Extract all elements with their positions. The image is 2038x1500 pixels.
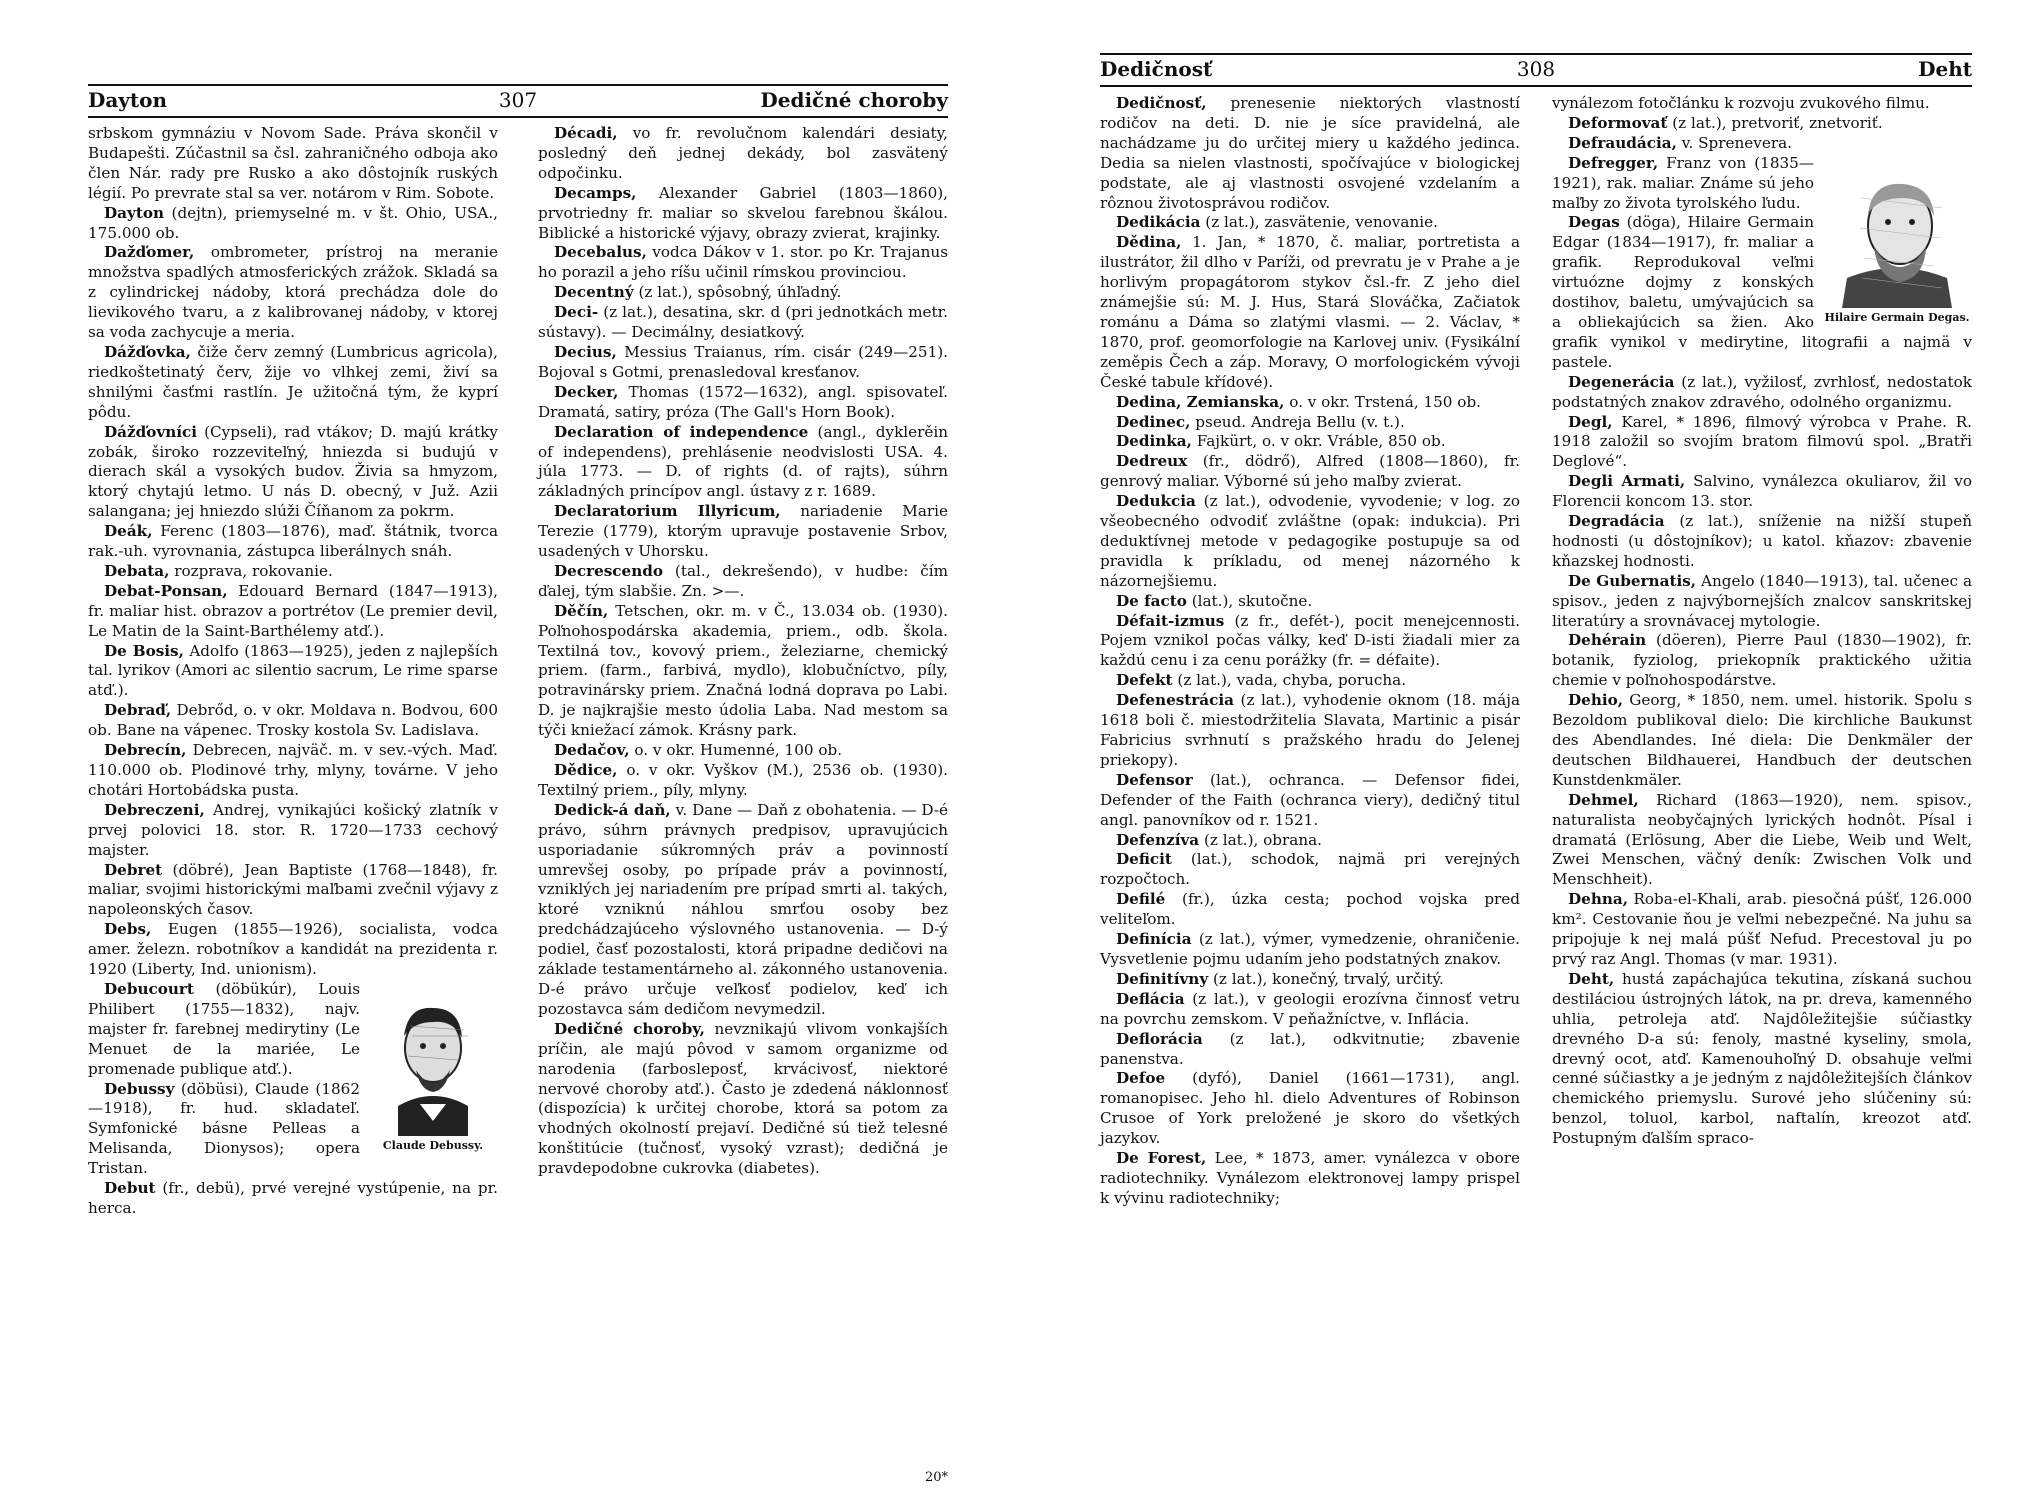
entry-text: Edouard Bernard (1847—1913), fr. maliar hist. obrazov a portrétov (Le premier devil, Le Matin de la Saint-Barthélemy atď.). [88,581,498,640]
dictionary-entry [88,343,498,423]
dictionary-entry [538,602,948,741]
portrait-engraving-icon [368,986,498,1136]
entry-text: (angl., dyklerěin of independens), prehlásenie neodvislosti USA. 4. júla 1773. — D. of rights (d. of rajts), súhrn základných princípov angl. ústavy z r. 1689. [538,422,949,501]
header-left-term: Dayton [88,88,168,112]
entry-text: o. v okr. Humenné, 100 ob. [634,741,843,760]
entry-text: (z lat.), zasvätenie, venovanie. [1205,213,1438,232]
entry-headword: Deformovať [1568,113,1668,132]
columns-left-page [88,124,948,1219]
entry-text: (z lat.), obrana. [1203,830,1322,849]
entry-text: vynálezom fotočlánku k rozvoju zvukového filmu. [1552,94,1930,112]
dictionary-entry [88,741,498,801]
entry-headword: Dehio, [1568,691,1624,710]
entry-text: (lat.), ochranca. — Defensor fidei, Defender of the Faith (ochranca viery), dedičný titul angl. panovníkov od r. 1521. [1100,770,1520,829]
entry-headword: Décadi, [554,124,618,142]
entry-text: (döbükúr), Louis Philibert (1755—1832), najv. majster fr. farebnej medirytiny (Le Menuet de la mariée, Le promenade publique atď.). [88,979,361,1078]
dictionary-entry [88,522,498,562]
dictionary-entry [538,741,948,761]
dictionary-entry [1552,134,1972,154]
dictionary-entry [1100,1030,1520,1070]
column-2 [538,124,948,1219]
dictionary-entry [88,243,498,343]
entry-text: Karel, * 1896, filmový výrobca v Prahe. R. 1918 založil so svojím bratom filmovú spol. „Bratři Deglové“. [1552,412,1973,471]
entry-headword: Debut [104,1179,156,1198]
dictionary-entry [1100,990,1520,1030]
entry-text: (z lat.), odkvitnutie; zbavenie panenstva. [1100,1029,1521,1068]
entry-headword: Deák, [104,522,153,541]
column-1 [88,124,498,1219]
dictionary-entry [538,383,948,423]
entry-text: vodca Dákov v 1. stor. po Kr. Trajanus ho porazil a jeho ríšu učinil rímskou provinciou. [538,243,948,282]
dictionary-entry [1552,114,1972,134]
entry-text: prenesenie niektorých vlastností rodičov na deti. D. nie je síce pravidelná, ale nachádzame ju do určitej miery u každého jedinca. Dedia sa nielen vlastnosti, spočívajúce v biologickej podstate, ale aj vlastnosti osvojené vzdelaním a rôznou životosprávou rodičov. [1100,94,1521,212]
entry-headword: Debat-Ponsan, [104,581,228,600]
entry-text: Lee, * 1873, amer. vynálezca v obore radiotechniky. Vynálezom elektronovej lampy prispel k vývinu radiotechniky; [1100,1149,1521,1207]
entry-headword: Dedick-á daň, [554,800,671,819]
entry-headword: Dedreux [1116,452,1188,471]
entry-text: Franz von (1835—1921), rak. maliar. Známe sú jeho maľby zo života tyrolského ľudu. [1552,153,1815,212]
entry-headword: Dedičnosť, [1116,94,1207,112]
dictionary-entry [538,124,948,184]
entry-text: Salvino, vynálezca okuliarov, žil vo Florencii koncom 13. stor. [1552,472,1972,511]
entry-text: o. v okr. Trstená, 150 ob. [1289,392,1481,411]
entry-text: Ferenc (1803—1876), maď. štátnik, tvorca rak.-uh. vyrovnania, zástupca liberálnych snáh. [88,522,498,561]
dictionary-entry [88,861,498,921]
entry-headword: Degas [1568,213,1620,232]
portrait-engraving-icon [1822,168,1972,308]
dictionary-entry [538,761,948,801]
entry-text: Eugen (1855—1926), socialista, vodca amer. železn. robotníkov a kandidát na prezidenta r. 1920 (Liberty, Ind. unionism). [88,920,498,979]
dictionary-entry [88,642,498,702]
page-number: 308 [1516,57,1556,81]
entry-headword: Dehmel, [1568,790,1639,809]
entry-text: (döbré), Jean Baptiste (1768—1848), fr. maliar, svojimi historickými maľbami zvečnil výjavy z napoleonských časov. [88,860,499,919]
dictionary-entry [1100,213,1520,233]
entry-text: (fr., debü), prvé verejné vystúpenie, na pr. herca. [88,1179,498,1217]
dictionary-entry [1100,850,1520,890]
dictionary-entry [1100,1149,1520,1209]
entry-headword: Defekt [1116,671,1173,690]
entry-headword: Debussy [104,1079,175,1098]
entry-headword: Défait-izmus [1116,611,1225,630]
dictionary-entry [1100,432,1520,452]
dictionary-entry [88,701,498,741]
entry-text: (z fr., defét-), pocit menejcennosti. Pojem vznikol počas války, keď D-isti žiadali mier za každú cenu i za cenu porážky (fr. = défaite). [1100,611,1520,670]
entry-headword: Defenestrácia [1116,691,1234,710]
entry-headword: Debraď, [104,701,172,720]
dictionary-entry [88,562,498,582]
entry-headword: Dědina, [1116,233,1182,252]
entry-text: (tal., dekrešendo), v hudbe: čím ďalej, tým slabšie. Zn. >—. [538,561,948,600]
entry-text: v. Sprenevera. [1681,133,1792,152]
dictionary-entry [538,423,948,503]
entry-headword: Defraudácia, [1568,133,1677,152]
dictionary-entry [88,582,498,642]
entry-text: Richard (1863—1920), nem. spisov., naturalista neobyčajných lyrických hodnôt. Písal i dramatá (Erlösung, Aber die Liebe, Weib und Welt, Zwei Menschen, väčný deník: Zwischen Volk und Menschheit). [1552,790,1972,889]
entry-text: (dyfó), Daniel (1661—1731), angl. romanopisec. Jeho hl. dielo Adventures of Robinson Crusoe of York preložené je skoro do všetkých jazykov. [1100,1069,1521,1148]
dictionary-entry [538,801,948,1020]
entry-headword: Dážďovníci [104,422,198,441]
entry-text: Roba-el-Khali, arab. piesočná púšť, 126.000 km². Cestovanie ňou je veľmi nebezpečné. Na juhu sa pripojuje k nej malá púšť Nefud. Precestoval ju po prvý raz Angl. Thomas (v mar. 1931). [1552,890,1972,968]
entry-headword: Decebalus, [554,243,647,262]
entry-text: (döbüsi), Claude (1862—1918), fr. hud. skladateľ. Symfonické básne Pelleas a Melisanda, Dionysos); opera Tristan. [88,1079,360,1178]
dictionary-entry [538,562,948,602]
dictionary-entry [538,184,948,244]
entry-text: (döeren), Pierre Paul (1830—1902), fr. botanik, fyziolog, priekopník praktického užitia chemie v poľnohospodárstve. [1552,631,1972,690]
entry-text: (z lat.), spôsobný, úhľadný. [638,283,842,302]
dictionary-entry [1552,373,1972,413]
entry-text: Tetschen, okr. m. v Č., 13.034 ob. (1930). Poľnohospodárska akademia, priem., odb. škola. Textilná tov., kovový priem., železiarne, chemický priem. (farm., farbivá, mydlo), klobučníctvo, píly, potravinársky priem. Značná lodná doprava po Labi. D. je najkrajšie mesto údolia Laba. Nad mestom sa týči kniežací zámok. Krásny park. [538,601,948,740]
entry-text: Debrőd, o. v okr. Moldava n. Bodvou, 600 ob. Bane na vápenec. Trosky kostola Sv. Ladislava. [88,701,498,740]
entry-headword: De Bosis, [104,641,184,660]
dictionary-entry [1552,572,1972,632]
entry-text: (z lat.), konečný, trvalý, určitý. [1213,969,1444,988]
entry-headword: Defensor [1116,770,1193,789]
entry-text: (Cypseli), rad vtákov; D. majú krátky zobák, široko rozzeviteľný, hniezda si budujú v dierach skál a vysokých budov. Živia sa hmyzom, ktorý chytajú letmo. U nás D. obecný, v Juž. Azii salangana; jej hniezdo slúži Číňanom za pokrm. [88,422,499,521]
column-2 [1552,94,1972,1209]
entry-text: (z lat.), desatina, skr. d (pri jednotkách metr. sústavy). — Decimálny, desiatkový. [538,303,948,342]
portrait-caption: Hilaire Germain Degas. [1824,310,1970,324]
entry-text: nevznikajú vlivom vonkajších príčin, ale majú pôvod v samom organizme od narodenia (farbosleposť, krvácivosť, niektoré nervové choroby atď.). Často je zdedená náklonnosť (dispozícia) k určitej chorobe, ktorá sa potom za vhodných okolností prejaví. Dedičné sú tiež telesné konštitúcie (tučnosť, vysoký vzrast); dedičná je pravdepodobne cukrovka (diabetes). [538,1019,948,1178]
entry-headword: Debreczeni, [104,800,205,819]
entry-text: 1. Jan, * 1870, č. maliar, portretista a ilustrátor, žil dlho v Paríži, od prevratu je v Prahe a je horlivým propagátorom stykov čsl.-fr. Z jeho diel známejšie sú: M. J. Hus, Stará Slováčka, Začiatok románu a Dáma so zlatými vlasmi. — 2. Václav, * 1870, prof. geomorfologie na Karlovej univ. (Fysikální zeměpis Čech a záp. Moravy, O morfologickém vývoji České tabule křídové). [1100,233,1520,391]
portrait-debussy [368,986,498,1156]
entry-headword: Dayton [104,203,165,222]
entry-text: (z lat.), vyžilosť, zvrhlosť, nedostatok podstatných znakov zdravého, odolného organizmu. [1552,372,1972,411]
entry-text: (z lat.), v geologii erozívna činnosť vetru na povrchu zemskom. V peňažníctve, v. Inflácia. [1100,989,1520,1028]
dictionary-entry [1100,671,1520,691]
entry-headword: Debucourt [104,979,194,998]
entry-headword: Decamps, [554,183,637,202]
entry-headword: Dedukcia [1116,492,1196,511]
entry-headword: Deficit [1116,850,1172,869]
portrait-degas [1822,168,1972,328]
entry-headword: Defregger, [1568,153,1659,172]
entry-headword: Dedačov, [554,741,630,760]
dictionary-entry [538,1020,948,1179]
dictionary-entry [1100,890,1520,930]
entry-text: vo fr. revolučnom kalendári desiaty, posledný deň jednej dekády, bol zasvätený odpočinku. [538,124,949,182]
entry-text: (fr., dödrő), Alfred (1808—1860), fr. genrový maliar. Výborné sú jeho maľby zvierat. [1100,452,1520,491]
dictionary-entry [1552,512,1972,572]
entry-headword: Defenzíva [1116,830,1200,849]
entry-headword: Degl, [1568,412,1613,431]
entry-headword: Decrescendo [554,561,663,580]
dictionary-entry [1100,691,1520,771]
entry-text: pseud. Andreja Bellu (v. t.). [1195,412,1405,431]
dictionary-entry [88,920,498,980]
dictionary-entry [1552,890,1972,970]
entry-text: Thomas (1572—1632), angl. spisovateľ. Dramatá, satiry, próza (The Gall's Horn Book). [538,382,949,421]
dictionary-entry [1100,233,1520,392]
dictionary-entry [1100,970,1520,990]
dictionary-entry [1552,791,1972,891]
dictionary-entry [88,204,498,244]
entry-text: (z lat.), výmer, vymedzenie, ohraničenie. Vysvetlenie pojmu udaním jeho podstatných znakov. [1100,930,1521,968]
dictionary-entry [1100,612,1520,672]
entry-headword: Definitívny [1116,969,1209,988]
entry-text: srbskom gymnáziu v Novom Sade. Práva skončil v Budapešti. Zúčastnil sa čsl. zahraničného odboja ako člen Nár. rady pre Rusko a ako dôstojník ruských légií. Po prevrate stal sa ver. notárom v Rim. Sobote. [88,124,498,202]
entry-text: (lat.), skutočne. [1191,591,1313,610]
dictionary-entry [1552,970,1972,1149]
dictionary-entry [538,283,948,303]
header-right-term: Dedičné choroby [760,88,948,112]
dictionary-entry [1100,1069,1520,1149]
entry-text: (dejtn), priemyselné m. v št. Ohio, USA., 175.000 ob. [88,203,499,242]
page-header-right [1100,55,1972,87]
entry-headword: Decius, [554,342,617,361]
entry-text: (döga), Hilaire Germain Edgar (1834—1917), fr. maliar a grafik. Reprodukoval veľmi virtuózne dojmy z konských dostihov, baletu, umývajúcich sa a obliekajúcich sa žien. Ako grafik vynikol v medirytine, litografii a najmä v pastele. [1552,213,1972,371]
entry-headword: Degradácia [1568,512,1665,531]
entry-headword: Declaratorium Illyricum, [554,502,781,521]
entry-headword: Debrecín, [104,741,187,760]
dictionary-entry [1100,592,1520,612]
entry-headword: De facto [1116,591,1187,610]
entry-text: Messius Traianus, rím. cisár (249—251). Bojoval s Gotmi, prenasledoval kresťanov. [538,342,948,381]
dictionary-entry [538,502,948,562]
dictionary-entry [1100,94,1520,213]
signature-mark: 20* [924,1470,948,1485]
entry-headword: Dedinka, [1116,432,1192,451]
entry-headword: Decentný [554,283,634,302]
entry-headword: Defoe [1116,1069,1166,1088]
entry-headword: De Forest, [1116,1149,1207,1168]
entry-text: Debrecen, najväč. m. v sev.-vých. Maď. 110.000 ob. Plodinové trhy, mlyny, továrne. V jeho chotári Hortobádska pusta. [88,741,498,799]
entry-text: (z lat.), odvodenie, vyvodenie; v log. zo všeobecného odvodiť zvláštne (opak: indukcia). Pri deduktívnej metode v pedagogike postupuje sa od pravidla k príkladu, od menej názorného k názornejšiemu. [1100,492,1521,590]
entry-headword: Dědice, [554,761,618,779]
entry-text: Georg, * 1850, nem. umel. historik. Spolu s Bezoldom publikoval dielo: Die kirchliche Baukunst des Abendlandes. Iné diela: Die Denkmäler der deutschen Bildhauerei, Handbuch der deutschen Kunstdenkmäler. [1552,691,1973,789]
columns-right-page [1100,94,1972,1209]
entry-headword: Debata, [104,561,170,580]
page-header-left [88,86,948,118]
entry-headword: Degenerácia [1568,372,1675,391]
entry-headword: Degli Armati, [1568,472,1686,491]
entry-text: hustá zapáchajúca tekutina, získaná suchou destiláciou ústrojných látok, na pr. dreva, kamenného uhlia, petroleja atď. Najdôležitejšie súčiastky drevného D-a sú: fenoly, mastné kyseliny, smola, drevný ocot, atď. Kamenouhoľný D. obsahuje veľmi cenné súčiastky a je jedným z najdôležitejších článkov chemického priemyslu. Surové jeho slúčeniny sú: benzol, toluol, karbol, naftalín, kreozot atď. Postupným ďalším spraco- [1552,969,1972,1148]
dictionary-entry [1552,94,1972,114]
entry-text: (z lat.), vada, chyba, porucha. [1177,671,1407,690]
dictionary-entry [538,343,948,383]
entry-headword: Dedinec, [1116,412,1191,431]
entry-text: (fr.), úzka cesta; pochod vojska pred veliteľom. [1100,890,1521,929]
dictionary-entry [1100,831,1520,851]
entry-headword: Deht, [1568,969,1615,988]
column-1 [1100,94,1520,1209]
entry-text: rozprava, rokovanie. [174,561,333,580]
portrait-caption: Claude Debussy. [382,1138,484,1152]
entry-text: Adolfo (1863—1925), jeden z najlepších tal. lyrikov (Amori ac silentio sacrum, Le rime sparse atď.). [88,641,498,700]
entry-headword: Dedikácia [1116,213,1201,232]
entry-text: o. v okr. Vyškov (M.), 2536 ob. (1930). Textilný priem., píly, mlyny. [538,761,949,799]
entry-headword: Dehna, [1568,890,1629,909]
dictionary-entry [88,423,498,523]
entry-text: v. Dane — Daň z obohatenia. — D-é právo, súhrn právnych predpisov, upravujúcich usporiadanie súkromných práv a povinností umrevšej osoby, po prípade práv a povinností, vzniklých jej nariadením pre prípad smrti al. takých, ktoré vzniknú náhlou smrťou osoby bez predchádzajúceho výslovného ustanovenia. — D-ý podiel, časť pozostalosti, ktorá pripadne dedičovi na základe testamentárneho al. zákonného ustanovenia. D-é právo určuje veľkosť podielov, keď ich pozostavca sám dedičom nevymedzil. [538,800,949,1018]
entry-text: nariadenie Marie Terezie (1779), ktorým upravuje postavenie Srbov, usadených v Uhorsku. [538,502,948,561]
entry-headword: Děčín, [554,601,609,620]
dictionary-entry [88,801,498,861]
entry-text: Fajkürt, o. v okr. Vráble, 850 ob. [1196,432,1446,451]
entry-headword: Declaration of independence [554,422,809,441]
entry-text: čiže červ zemný (Lumbricus agricola), riedkoštetinatý červ, žije vo vlhkej zemi, živí sa shnilými časťmi rastlín. Je užitočná tým, že kyprí pôdu. [88,342,499,421]
dictionary-entry [88,124,498,204]
entry-headword: Dažďomer, [104,243,195,262]
entry-headword: Dehérain [1568,631,1647,650]
dictionary-entry [1100,393,1520,413]
dictionary-entry [1100,452,1520,492]
dictionary-entry [1552,631,1972,691]
entry-text: (lat.), schodok, najmä pri verejných rozpočtoch. [1100,850,1521,889]
entry-text: (z lat.), sníženie na nižší stupeň hodnosti (u dôstojníkov); u katol. kňazov: zbavenie kňazskej hodnosti. [1552,512,1972,570]
dictionary-entry [1100,413,1520,433]
header-right-term: Deht [1918,57,1972,81]
dictionary-entry [538,243,948,283]
entry-headword: Decker, [554,382,619,401]
entry-text: (z lat.), vyhodenie oknom (18. mája 1618 boli č. miestodržitelia Slavata, Martinic a pisár Fabricius svrhnutí s pražského hradu do Jelenej priekopy). [1100,691,1520,769]
dictionary-entry [1100,930,1520,970]
entry-headword: Deci- [554,303,599,322]
dictionary-entry [538,303,948,343]
dictionary-entry [1100,492,1520,592]
entry-text: ombrometer, prístroj na meranie množstva spadlých atmosferických zrážok. Skladá sa z cylindrickej nádoby, ktorá prechádza dole do lievikového tvaru, a z kalibrovanej nádoby, v ktorej sa voda zachycuje a meria. [88,243,498,342]
entry-headword: Dedičné choroby, [554,1019,705,1038]
entry-headword: De Gubernatis, [1568,571,1697,590]
entry-text: Alexander Gabriel (1803—1860), prvotriedny fr. maliar so skvelou farebnou škálou. Biblické a historické výjavy, obrazy zvierat, krajinky. [538,183,948,242]
dictionary-entry [1552,413,1972,473]
entry-headword: Debs, [104,920,152,939]
entry-text: Andrej, vynikajúci košický zlatník v prvej polovici 18. stor. R. 1720—1733 cechový majster. [88,800,499,859]
entry-text: (z lat.), pretvoriť, znetvoriť. [1672,113,1883,132]
entry-text: Angelo (1840—1913), tal. učenec a spisov., jeden z najvýbornejších znalcov sanskritskej literatúry a srovnávacej mytologie. [1552,571,1972,630]
dictionary-entry [1552,691,1972,791]
dictionary-entry [88,1179,498,1219]
entry-headword: Debret [104,860,163,879]
entry-headword: Deflácia [1116,989,1185,1008]
entry-headword: Deflorácia [1116,1029,1203,1048]
page-number: 307 [498,88,538,112]
entry-headword: Defilé [1116,890,1166,909]
dictionary-entry [1552,472,1972,512]
header-left-term: Dedičnosť [1100,57,1213,81]
entry-headword: Dedina, Zemianska, [1116,392,1285,411]
entry-headword: Definícia [1116,930,1192,949]
dictionary-entry [1100,771,1520,831]
entry-headword: Dážďovka, [104,342,191,361]
